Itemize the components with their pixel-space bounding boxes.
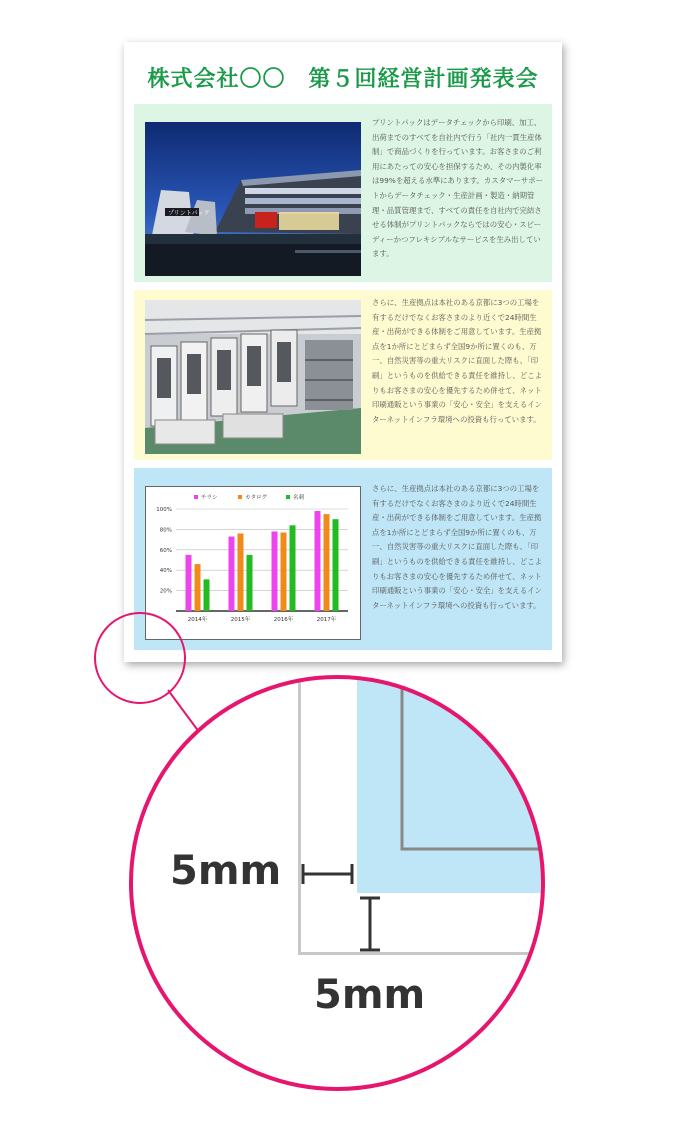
y-tick-label: 80% xyxy=(159,527,172,534)
legend-label: カタログ xyxy=(245,495,268,501)
legend-label: チラシ xyxy=(201,495,218,501)
paragraph-1: プリントパックはデータチェックから印刷、加工、出荷までのすべてを自社内で行う「社内一貫生産体制」で商品づくりを行っています。お客さまのご利用にあたっての安心を担保するため、その内製化率は99%を超える水準にあります。カスタマーサポートからデータチェック・生産計画・製造・納期管理・品質管理まで、すべての責任を自社内で完結させる体制がプリントパックならではの安心・スピーディーかつフレキシブルなサービスを生み出しています。 xyxy=(372,118,544,259)
x-tick-label: 2014年 xyxy=(187,617,208,623)
building-sign: プリントパック xyxy=(168,210,210,217)
small-highlight-circle xyxy=(95,613,185,703)
paragraph-2: さらに、生産拠点は本社のある京都に3つの工場を有するだけでなくお客さまのより近くで24時間生産・出荷ができる体制をご用意しています。生産拠点を1か所にとどまらず全国9か所に置くのも、万一、自然災害等の重大リスクに直面した際も、「印刷」というものを供給できる責任を維持し、どこよりもお客さまの安心を優先するため併せて、ネット印刷通販という事業の「安心・安全」を支えるインターネットインフラ環境への投資も行っています。 xyxy=(372,298,542,424)
page-title: 株式会社〇〇 第５回経営計画発表会 xyxy=(147,67,539,92)
paragraph-3: さらに、生産拠点は本社のある京都に3つの工場を有するだけでなくお客さまのより近くで24時間生産・出荷ができる体制をご用意しています。生産拠点を1か所にとどまらず全国9か所に置くのも、万一、自然災害等の重大リスクに直面した際も、「印刷」というものを供給できる責任を維持し、どこよりもお客さまの安心を優先するため併せて、ネット印刷通販という事業の「安心・安全」を支えるインターネットインフラ環境への投資も行っています。 xyxy=(372,484,542,610)
y-tick-label: 60% xyxy=(159,547,172,554)
left-margin-label: 5mm xyxy=(170,848,282,894)
x-tick-label: 2015年 xyxy=(230,617,251,623)
x-tick-label: 2016年 xyxy=(273,617,294,623)
legend-label: 名刺 xyxy=(293,495,305,501)
x-tick-label: 2017年 xyxy=(316,617,337,623)
y-tick-label: 40% xyxy=(159,568,172,575)
y-tick-label: 20% xyxy=(159,588,172,595)
y-tick-label: 100% xyxy=(156,507,172,513)
bottom-margin-label: 5mm xyxy=(314,972,426,1018)
